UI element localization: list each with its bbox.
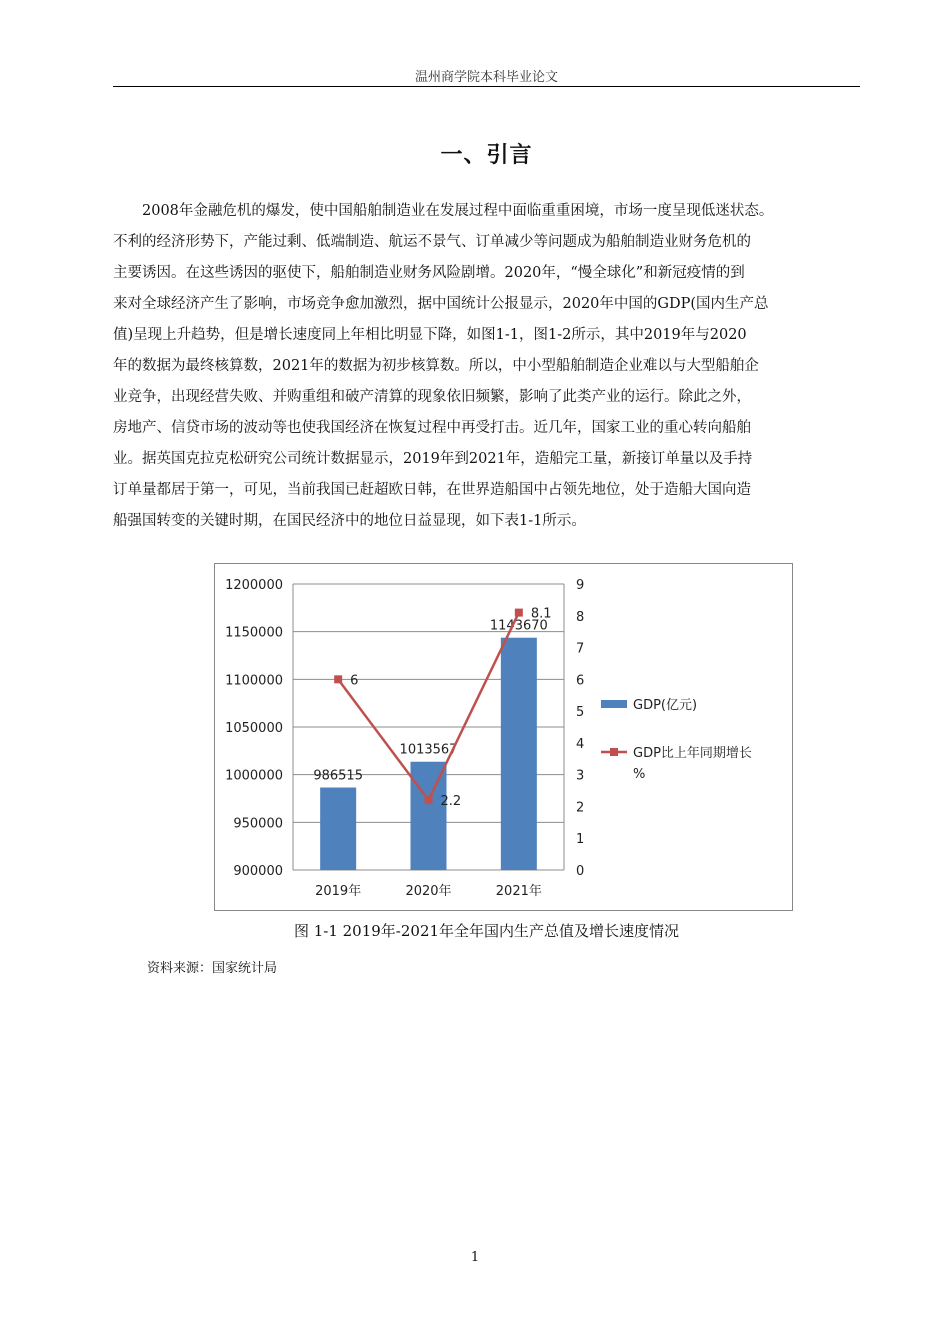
y-left-tick-label: 1000000 [225,768,283,784]
chart-canvas [215,564,792,910]
y-right-tick-label: 0 [576,864,585,879]
paragraph-line: 来对全球经济产生了影响，市场竞争愈加激烈，据中国统计公报显示，2020年中国的GDP(国内生产总 [113,296,769,312]
body-paragraph [113,196,860,537]
legend-swatch-bar [601,700,627,708]
y-left-tick-label: 1200000 [225,578,283,593]
bar-gdp [411,762,447,870]
paragraph-line: 业。据英国克拉克松研究公司统计数据显示，2019年到2021年，造船完工量，新接订单量以及手持 [113,451,753,467]
figure-caption: 图 1-1 2019年-2021年全年国内生产总值及增长速度情况 [293,922,680,940]
paragraph-line: 房地产、信贷市场的波动等也使我国经济在恢复过程中再受打击。近几年，国家工业的重心转向船舶 [113,420,751,436]
y-left-tick-label: 1050000 [225,721,283,736]
running-header: 温州商学院本科毕业论文 [414,70,558,85]
paragraph-line: 订单量都居于第一，可见，当前我国已赶超欧日韩，在世界造船国中占领先地位，处于造船大国向造 [113,482,751,498]
line-data-label: 6 [350,673,359,689]
bar-gdp [320,788,356,870]
line-data-label: 8.1 [530,606,552,622]
line-marker [334,675,342,683]
y-right-tick-label: 2 [576,800,585,816]
y-right-tick-label: 3 [576,768,585,784]
paragraph-line: 值)呈现上升趋势，但是增长速度同上年相比明显下降，如图1-1，图1-2所示，其中2019年与2020 [113,327,747,343]
bar-data-label: 1013567 [399,742,458,758]
legend-label-line-unit: % [633,767,646,782]
y-right-tick-label: 7 [576,641,585,657]
x-tick-label: 2021年 [495,884,542,899]
gdp-chart [214,563,793,911]
line-marker [425,796,433,804]
y-right-tick-label: 5 [576,705,585,721]
paragraph-line: 业竞争，出现经营失败、并购重组和破产清算的现象依旧频繁，影响了此类产业的运行。除此之外， [113,389,751,405]
bar-data-label: 1143670 [489,618,548,634]
y-left-tick-label: 950000 [233,816,283,832]
header-divider [113,86,860,87]
paragraph-line: 不利的经济形势下，产能过剩、低端制造、航运不景气、订单减少等问题成为船舶制造业财务危机的 [113,234,751,250]
paragraph-line: 年的数据为最终核算数，2021年的数据为初步核算数。所以，中小型船舶制造企业难以与大型船舶企 [113,358,759,374]
paragraph-line: 主要诱因。在这些诱因的驱使下，船舶制造业财务风险剧增。2020年，“慢全球化”和新冠疫情的到 [113,265,745,281]
y-right-tick-label: 9 [576,578,585,593]
y-right-tick-label: 6 [576,673,585,689]
line-marker [515,609,523,617]
y-right-tick-label: 1 [576,832,585,848]
bar-data-label: 986515 [313,768,363,784]
paragraph-line: 2008年金融危机的爆发，使中国船舶制造业在发展过程中面临重重困境，市场一度呈现低迷状态。 [113,203,774,219]
section-title: 一、引言 [440,143,533,168]
legend-label-line: GDP比上年同期增长 [633,746,752,761]
bar-gdp [501,638,537,870]
legend-label-bar: GDP(亿元) [633,698,698,713]
y-left-tick-label: 900000 [233,864,283,879]
x-tick-label: 2019年 [315,884,362,899]
line-data-label: 2.2 [440,794,462,810]
x-tick-label: 2020年 [405,884,452,899]
page-number: 1 [470,1250,480,1265]
y-left-tick-label: 1100000 [225,673,283,689]
y-left-tick-label: 1150000 [225,625,283,641]
y-right-tick-label: 8 [576,609,585,625]
legend-swatch-marker [610,748,618,756]
data-source-note: 资料来源：国家统计局 [147,961,278,976]
y-right-tick-label: 4 [576,736,585,752]
paragraph-line: 船强国转变的关键时期，在国民经济中的地位日益显现，如下表1-1所示。 [113,513,586,529]
